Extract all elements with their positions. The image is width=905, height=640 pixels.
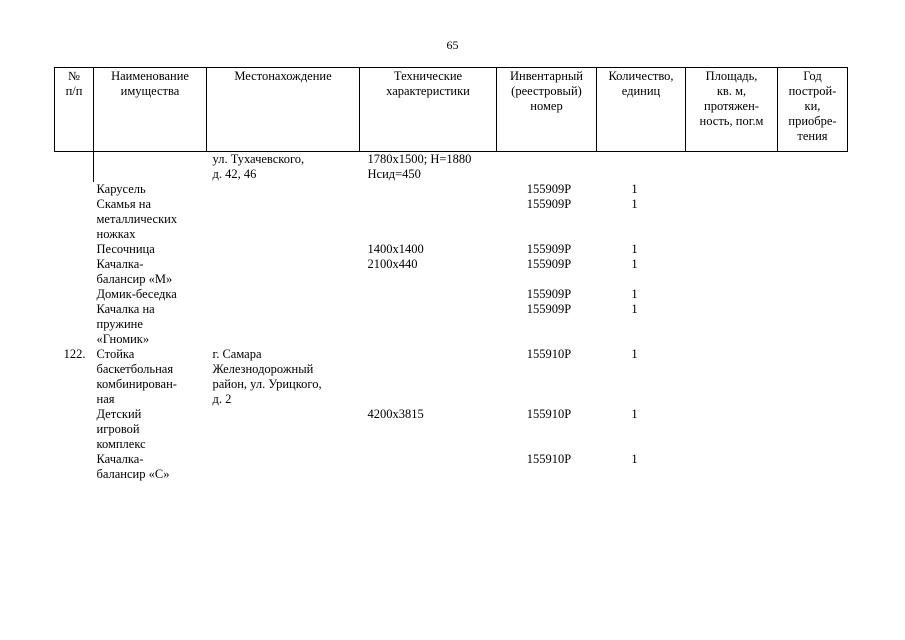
cell-year <box>778 197 848 242</box>
cell-year <box>778 302 848 347</box>
table-row <box>55 242 848 257</box>
table-row <box>55 347 848 407</box>
cell-inventory: 155909Р <box>526 287 572 301</box>
cell-year <box>778 452 848 482</box>
cell-quantity: 1 <box>631 257 638 271</box>
cell-name: Скамья на металлических ножках <box>96 197 178 241</box>
cell-name <box>94 152 207 183</box>
cell-tech <box>360 452 497 482</box>
cell-year <box>778 287 848 302</box>
cell-area <box>686 302 778 347</box>
cell-inventory: 155909Р <box>526 242 572 256</box>
header-num: № п/п <box>55 68 94 152</box>
cell-location <box>207 452 360 482</box>
cell-num <box>55 197 94 242</box>
cell-tech <box>360 182 497 197</box>
cell-num <box>55 182 94 197</box>
cell-area <box>686 452 778 482</box>
cell-year <box>778 257 848 287</box>
cell-year <box>778 182 848 197</box>
cell-name: Домик-беседка <box>96 287 177 301</box>
cell-inventory: 155909Р <box>526 302 572 316</box>
header-year: Год построй- ки, приобре- тения <box>778 68 848 152</box>
cell-num <box>55 407 94 452</box>
cell-area <box>686 197 778 242</box>
cell-tech: 2100х440 <box>367 257 418 271</box>
table-row <box>55 287 848 302</box>
table-header-row <box>55 68 848 152</box>
cell-area <box>686 407 778 452</box>
cell-location: ул. Тухачевского, д. 42, 46 <box>212 152 305 181</box>
cell-name: Качалка- балансир «М» <box>96 257 173 286</box>
table-row <box>55 302 848 347</box>
cell-name: Качалка- балансир «С» <box>96 452 170 481</box>
table-row <box>55 197 848 242</box>
header-location: Местонахождение <box>207 68 360 152</box>
cell-area <box>686 287 778 302</box>
cell-num: 122. <box>63 347 86 361</box>
header-area: Площадь, кв. м, протяжен- ность, пог.м <box>686 68 778 152</box>
cell-location <box>207 197 360 242</box>
cell-quantity: 1 <box>631 242 638 256</box>
cell-name: Детский игровой комплекс <box>96 407 146 451</box>
cell-area <box>686 182 778 197</box>
cell-inventory <box>497 152 597 183</box>
table-row <box>55 407 848 452</box>
table-row <box>55 452 848 482</box>
cell-year <box>778 347 848 407</box>
cell-year <box>778 152 848 183</box>
cell-num <box>55 287 94 302</box>
table-row <box>55 257 848 287</box>
cell-location <box>207 287 360 302</box>
table-row <box>55 152 848 183</box>
cell-num <box>55 152 94 183</box>
cell-quantity <box>597 152 686 183</box>
header-name: Наименование имущества <box>94 68 207 152</box>
table-body <box>55 152 848 483</box>
cell-quantity: 1 <box>631 302 638 316</box>
cell-quantity: 1 <box>631 287 638 301</box>
cell-inventory: 155909Р <box>526 257 572 271</box>
cell-tech <box>360 287 497 302</box>
cell-location <box>207 407 360 452</box>
header-inventory: Инвентарный (реестровый) номер <box>497 68 597 152</box>
header-quantity: Количество, единиц <box>597 68 686 152</box>
cell-quantity: 1 <box>631 197 638 211</box>
cell-area <box>686 347 778 407</box>
cell-name: Качалка на пружине «Гномик» <box>96 302 155 346</box>
cell-num <box>55 302 94 347</box>
cell-location <box>207 242 360 257</box>
cell-year <box>778 242 848 257</box>
header-tech: Технические характеристики <box>360 68 497 152</box>
cell-tech <box>360 347 497 407</box>
cell-tech: 4200х3815 <box>367 407 424 421</box>
cell-quantity: 1 <box>631 182 638 196</box>
cell-tech <box>360 302 497 347</box>
cell-location: г. Самара Железнодорожный район, ул. Урицкого, д. 2 <box>212 347 322 406</box>
cell-tech: 1400х1400 <box>367 242 424 256</box>
cell-tech: 1780х1500; Н=1880 Нсид=450 <box>367 152 472 181</box>
cell-location <box>207 302 360 347</box>
cell-location <box>207 182 360 197</box>
cell-inventory: 155909Р <box>526 182 572 196</box>
cell-inventory: 155910Р <box>526 407 572 421</box>
cell-tech <box>360 197 497 242</box>
cell-area <box>686 152 778 183</box>
cell-quantity: 1 <box>631 347 638 361</box>
cell-name: Стойка баскетбольная комбинирован- ная <box>96 347 177 406</box>
cell-inventory: 155910Р <box>526 452 572 466</box>
table-row <box>55 182 848 197</box>
cell-inventory: 155910Р <box>526 347 572 361</box>
cell-quantity: 1 <box>631 452 638 466</box>
cell-num <box>55 257 94 287</box>
cell-inventory: 155909Р <box>526 197 572 211</box>
cell-year <box>778 407 848 452</box>
cell-name: Песочница <box>96 242 155 256</box>
cell-num <box>55 242 94 257</box>
cell-location <box>207 257 360 287</box>
cell-quantity: 1 <box>631 407 638 421</box>
page-number: 65 <box>446 38 459 52</box>
property-registry-table <box>54 67 848 482</box>
cell-area <box>686 242 778 257</box>
cell-num <box>55 452 94 482</box>
cell-name: Карусель <box>96 182 146 196</box>
cell-area <box>686 257 778 287</box>
